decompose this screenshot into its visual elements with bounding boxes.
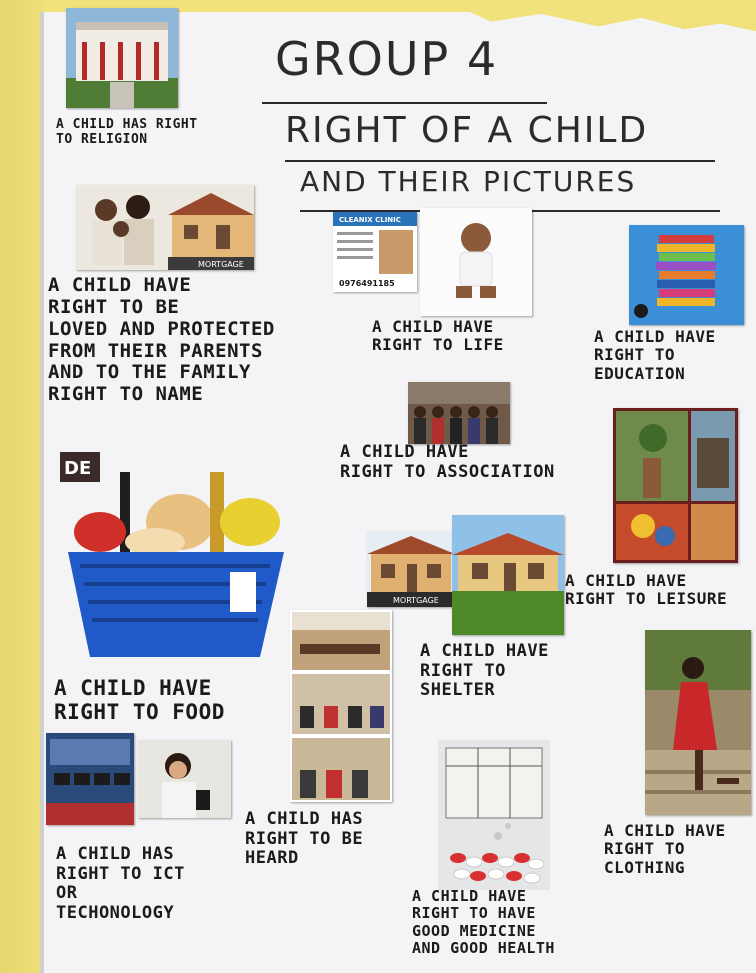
caption-shelter: A CHILD HAVE RIGHT TO SHELTER	[420, 641, 549, 701]
poster-title: GROUP 4	[275, 32, 499, 86]
title-underline	[262, 102, 547, 104]
caption-food: A CHILD HAVE RIGHT TO FOOD	[54, 676, 225, 725]
caption-leisure: A CHILD HAVE RIGHT TO LEISURE	[565, 571, 728, 609]
poster-subtitle-line1: RIGHT OF A CHILD	[285, 110, 649, 151]
meeting-photos	[290, 610, 392, 802]
caption-heard: A CHILD HAS RIGHT TO BE HEARD	[245, 809, 364, 869]
clothing-photo	[645, 630, 751, 815]
caption-life: A CHILD HAVE RIGHT TO LIFE	[372, 317, 504, 355]
caption-religion: A CHILD HAS RIGHT TO RELIGION	[56, 117, 198, 147]
religion-building-photo	[66, 8, 178, 108]
caption-medicine: A CHILD HAVE RIGHT TO HAVE GOOD MEDICINE AND GOOD HEALTH	[412, 887, 555, 957]
clinic-leaflet-photo	[333, 212, 417, 292]
poster-subtitle-line2: AND THEIR PICTURES	[300, 165, 637, 198]
caption-ict: A CHILD HAS RIGHT TO ICT OR TECHONOLOGY	[56, 844, 185, 923]
caption-clothing: A CHILD HAVE RIGHT TO CLOTHING	[604, 821, 726, 877]
paper-edge	[40, 12, 44, 973]
wall-left	[0, 0, 44, 973]
clinic-name: CLEANIX CLINIC	[339, 216, 401, 224]
computer-lab-photo	[46, 733, 134, 825]
clinic-phone: 0976491185	[339, 279, 395, 288]
association-group-photo	[408, 382, 510, 444]
leisure-collage-photo	[613, 408, 738, 563]
mortgage-label-1: MORTGAGE	[198, 260, 244, 269]
food-basket-photo	[60, 452, 292, 662]
family-house-photo	[76, 185, 254, 270]
mortgage-label-2: MORTGAGE	[393, 596, 439, 605]
caption-association: A CHILD HAVE RIGHT TO ASSOCIATION	[340, 442, 555, 482]
subtitle-underline-1	[285, 160, 715, 162]
baby-photo	[420, 208, 532, 316]
medicine-photo	[438, 740, 550, 890]
shelter-house-photo-2	[452, 515, 564, 635]
caption-loved: A CHILD HAVE RIGHT TO BE LOVED AND PROTECTED FROM THEIR PARENTS AND TO THE FAMILY RIGHT TO NAME	[48, 274, 275, 406]
caption-education: A CHILD HAVE RIGHT TO EDUCATION	[594, 327, 716, 383]
shelter-house-photo-1	[367, 532, 455, 607]
child-phone-photo	[138, 740, 231, 818]
basket-letters: DE	[64, 458, 92, 479]
books-photo	[629, 225, 744, 325]
